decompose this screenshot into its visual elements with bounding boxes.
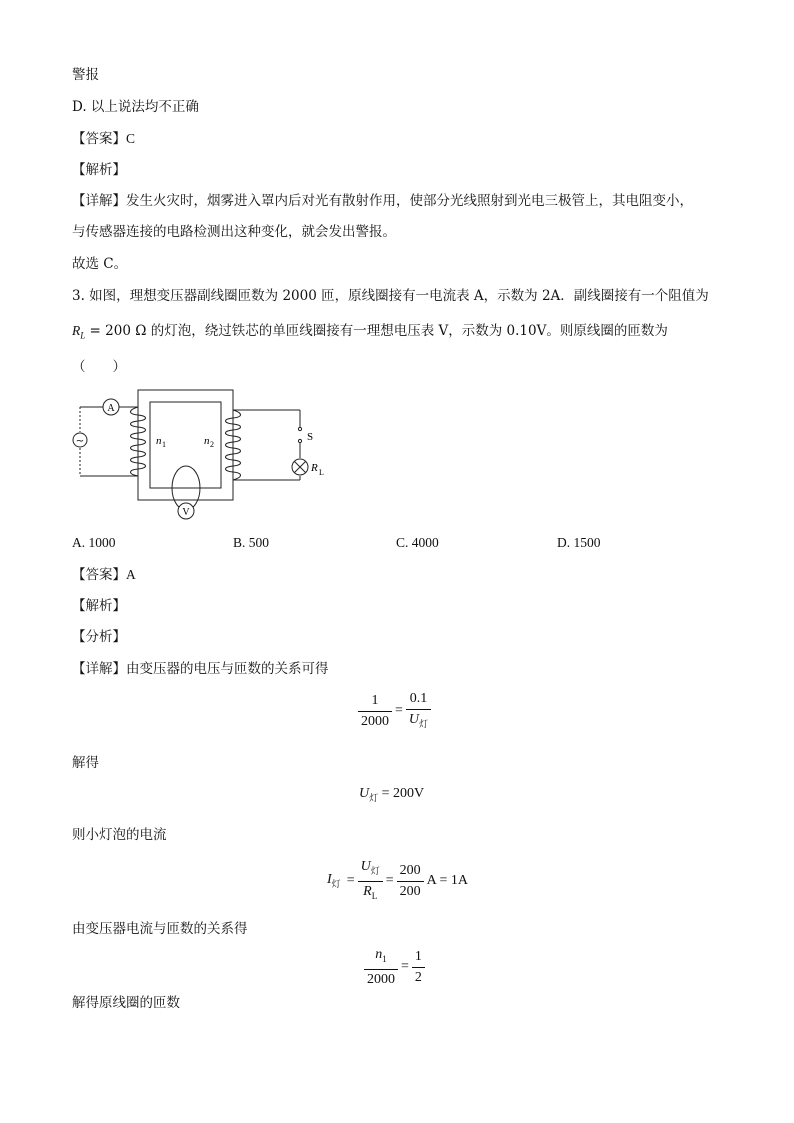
svg-text:V: V	[182, 507, 190, 518]
option-c: C. 4000	[396, 535, 439, 550]
load-sub: L	[319, 468, 324, 477]
ammeter-icon	[103, 399, 119, 415]
ac-source-icon	[73, 433, 87, 447]
answer-value: A	[126, 567, 136, 582]
transformer-circuit-diagram	[70, 380, 324, 525]
detail-text: 由变压器的电压与匝数的关系可得	[126, 661, 329, 677]
switch-icon	[298, 427, 301, 442]
answer-1	[72, 130, 135, 148]
detail-text: 发生火灾时，烟雾进入罩内后对光有散射作用，使部分光线照射到光电三极管上，其电阻变小，	[126, 193, 693, 209]
detail-1-cont: 与传感器连接的电路检测出这种变化，就会发出警报。	[72, 224, 396, 240]
rl-symbol: R	[72, 323, 81, 338]
answer-tag: 【答案】	[72, 567, 126, 583]
text-line-alarm: 警报	[72, 67, 99, 83]
lamp-icon	[292, 459, 308, 475]
question-3-line1: 3. 如图，理想变压器副线圈匝数为 2000 匝，原线圈接有一电流表 A，示数为 2A．副线圈接有一个阻值为	[72, 288, 709, 304]
option-d: D. 1500	[557, 535, 601, 550]
switch-label: S	[307, 431, 314, 443]
question-3-paren: （ ）	[72, 359, 126, 375]
load-label: R	[311, 462, 318, 474]
option-b: B. 500	[233, 535, 270, 550]
analysis-tag-2: 【解析】	[72, 598, 126, 614]
current-line: 则小灯泡的电流	[72, 827, 167, 843]
option-a: A. 1000	[72, 535, 116, 550]
analysis-tag-1: 【解析】	[72, 162, 126, 178]
equation-current-ratio: $\frac{n_1}{2000}$ = $\frac{1}{2}$	[364, 946, 425, 989]
svg-text:~: ~	[75, 436, 85, 447]
detail-1	[72, 192, 693, 210]
n2-label: n	[204, 435, 210, 447]
final-line: 解得原线圈的匝数	[72, 995, 180, 1011]
equation-lamp-current: $I_灯$ = $\frac{U_灯}{R_L}$ = $\frac{200}{200}$ A = 1A	[327, 859, 468, 901]
rl-sub: L	[80, 330, 86, 341]
solve-line: 解得	[72, 755, 99, 771]
n1-label: n	[156, 435, 162, 447]
choose-line: 故选 C。	[72, 256, 128, 272]
detail-tag: 【详解】	[72, 193, 126, 209]
option-d-previous: D. 以上说法均不正确	[72, 99, 199, 115]
equation-voltage-ratio: $\frac{1}{2000}$ = $\frac{0.1}{U_灯}$	[358, 690, 431, 733]
fenxi-tag: 【分析】	[72, 629, 126, 645]
question-3-line2	[72, 322, 668, 345]
answer-value: C	[126, 131, 136, 146]
answer-2	[72, 566, 136, 584]
detail-tag: 【详解】	[72, 661, 126, 677]
question-3-text: = 200 Ω 的灯泡，绕过铁芯的单匝线圈接有一理想电压表 V，示数为 0.10V。则原线圈的匝数为	[85, 323, 668, 339]
n1-sub: 1	[162, 440, 166, 449]
equation-lamp-voltage: $U_灯 = 200V$	[359, 786, 425, 803]
answer-tag: 【答案】	[72, 131, 126, 147]
svg-text:A: A	[107, 403, 115, 414]
detail-2	[72, 660, 329, 678]
voltmeter-icon	[178, 503, 194, 519]
n2-sub: 2	[210, 440, 214, 449]
current-relation-line: 由变压器电流与匝数的关系得	[72, 921, 248, 937]
